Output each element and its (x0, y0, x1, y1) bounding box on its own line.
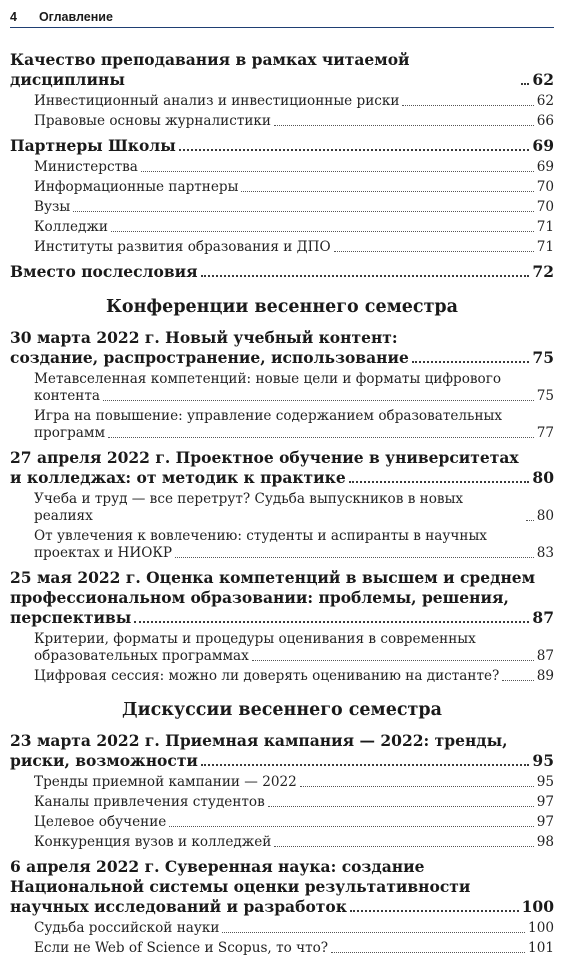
subsection-entry-page: 100 (528, 920, 554, 936)
subsection-entry-title: контента (34, 388, 100, 404)
chapter-entry-title: Вместо послесловия (10, 262, 198, 281)
chapter-entry[interactable] (10, 136, 554, 156)
chapter-entry-page: 72 (532, 262, 554, 281)
chapter-entry-page: 62 (532, 70, 554, 89)
subsection-entry-page: 80 (536, 508, 554, 524)
subsection-entry[interactable] (10, 113, 554, 130)
subsection-entry[interactable] (10, 774, 554, 791)
subsection-entry-title: Информационные партнеры (34, 179, 239, 195)
subsection-entry-title: Если не Web of Science и Scopus, то что? (34, 940, 329, 956)
dot-leader (108, 437, 534, 438)
subsection-entry-page: 71 (536, 219, 554, 235)
event-entry[interactable] (10, 608, 554, 628)
event-entry-page: 100 (521, 897, 554, 916)
dot-leader (201, 275, 530, 277)
event-title-line: Национальной системы оценки результативности (10, 877, 471, 896)
event-title-line: 30 марта 2022 г. Новый учебный контент: (10, 328, 398, 347)
dot-leader (300, 786, 534, 787)
dot-leader (252, 660, 534, 661)
subsection-entry-title: Тренды приемной кампании — 2022 (34, 774, 297, 790)
subsection-entry-page: 70 (536, 179, 554, 195)
subsection-entry-title: программ (34, 425, 106, 441)
dot-leader (201, 764, 529, 766)
subsection-entry[interactable] (10, 545, 554, 562)
running-title: Оглавление (38, 10, 113, 24)
subsection-entry-page: 77 (536, 425, 554, 441)
subsection-entry-page: 97 (536, 794, 554, 810)
event-title-line: 6 апреля 2022 г. Суверенная наука: создание (10, 857, 425, 876)
dot-leader (134, 621, 529, 623)
subsection-entry-page: 89 (536, 668, 554, 684)
section-heading-discussions: Дискуссии весеннего семестра (122, 700, 442, 720)
running-header (10, 6, 554, 28)
event-entry-page: 87 (532, 608, 554, 627)
subsection-entry[interactable] (10, 388, 554, 405)
subsection-title-line: Метавселенная компетенций: новые цели и форматы цифрового (34, 371, 502, 387)
subsection-entry-page: 97 (536, 814, 554, 830)
dot-leader (222, 932, 525, 933)
chapter-entry[interactable] (10, 50, 554, 90)
subsection-entry[interactable] (10, 219, 554, 236)
event-entry-page: 80 (532, 468, 554, 487)
toc-event (10, 568, 554, 685)
dot-leader (175, 557, 534, 558)
toc-chapter (10, 262, 554, 282)
subsection-entry-title: Институты развития образования и ДПО (34, 239, 331, 255)
dot-leader (141, 171, 534, 172)
subsection-entry-title: Правовые основы журналистики (34, 113, 271, 129)
event-entry-page: 75 (532, 348, 554, 367)
subsection-entry-title: проектах и НИОКР (34, 545, 173, 561)
chapter-entry-title: Качество преподавания в рамках читаемой дисциплины (10, 50, 410, 89)
subsection-title-line: Игра на повышение: управление содержанием образовательных (34, 408, 503, 424)
chapter-entry-page: 69 (532, 136, 554, 155)
subsection-entry[interactable] (10, 425, 554, 442)
dot-leader (412, 361, 530, 363)
subsection-entry-title: Каналы привлечения студентов (34, 794, 265, 810)
page-number: 4 (10, 10, 17, 24)
subsection-entry-title: образовательных программах (34, 648, 249, 664)
subsection-entry-page: 83 (536, 545, 554, 561)
event-entry-title: перспективы (10, 608, 132, 627)
dot-leader (274, 125, 534, 126)
subsection-entry[interactable] (10, 834, 554, 851)
dot-leader (526, 520, 534, 521)
subsection-entry[interactable] (10, 93, 554, 110)
toc-event (10, 328, 554, 442)
subsection-entry-page: 101 (528, 940, 554, 956)
event-title-line: профессиональном образовании: проблемы, решения, (10, 588, 509, 607)
subsection-entry-title: Конкуренция вузов и колледжей (34, 834, 272, 850)
chapter-entry[interactable] (10, 262, 554, 282)
dot-leader (274, 846, 533, 847)
event-entry[interactable] (10, 897, 554, 917)
subsection-entry[interactable] (10, 940, 554, 957)
subsection-entry-page: 75 (536, 388, 554, 404)
subsection-entry[interactable] (10, 648, 554, 665)
subsection-entry-title: Вузы (34, 199, 71, 215)
subsection-entry-title: Учеба и труд — все перетрут? Судьба выпускников в новых реалиях (34, 491, 464, 524)
subsection-entry[interactable] (10, 239, 554, 256)
event-entry[interactable] (10, 751, 554, 771)
toc-event (10, 731, 554, 851)
toc-event (10, 857, 554, 957)
subsection-title-line: От увлечения к вовлечению: студенты и аспиранты в научных (34, 528, 487, 544)
event-entry-title: научных исследований и разработок (10, 897, 347, 916)
subsection-entry-page: 69 (536, 159, 554, 175)
subsection-entry[interactable] (10, 920, 554, 937)
dot-leader (331, 952, 525, 953)
dot-leader (111, 231, 534, 232)
toc-chapter (10, 136, 554, 256)
event-entry-title: риски, возможности (10, 751, 198, 770)
event-title-line: 23 марта 2022 г. Приемная кампания — 2022: тренды, (10, 731, 508, 750)
subsection-entry-title: Инвестиционный анализ и инвестиционные риски (34, 93, 400, 109)
dot-leader (521, 83, 529, 85)
subsection-entry[interactable] (10, 491, 554, 525)
event-entry[interactable] (10, 348, 554, 368)
subsection-entry-title: Министерства (34, 159, 138, 175)
subsection-entry[interactable] (10, 668, 554, 685)
table-of-contents (10, 50, 554, 963)
dot-leader (268, 806, 534, 807)
subsection-entry-title: Цифровая сессия: можно ли доверять оцениванию на дистанте? (34, 668, 500, 684)
dot-leader (241, 191, 533, 192)
dot-leader (103, 400, 534, 401)
toc-chapter (10, 50, 554, 130)
section-heading-conferences: Конференции весеннего семестра (106, 297, 458, 317)
dot-leader (402, 105, 533, 106)
event-entry-title: и колледжах: от методик к практике (10, 468, 346, 487)
subsection-entry-page: 87 (536, 648, 554, 664)
dot-leader (334, 251, 534, 252)
toc-event (10, 448, 554, 562)
subsection-entry-page: 71 (536, 239, 554, 255)
subsection-entry-page: 95 (536, 774, 554, 790)
subsection-entry[interactable] (10, 794, 554, 811)
subsection-entry-title: Целевое обучение (34, 814, 167, 830)
subsection-entry-page: 66 (536, 113, 554, 129)
subsection-entry[interactable] (10, 159, 554, 176)
subsection-entry[interactable] (10, 179, 554, 196)
subsection-entry[interactable] (10, 199, 554, 216)
event-entry-title: создание, распространение, использование (10, 348, 409, 367)
event-entry-page: 95 (532, 751, 554, 770)
chapter-entry-title: Партнеры Школы (10, 136, 176, 155)
dot-leader (73, 211, 533, 212)
event-entry[interactable] (10, 468, 554, 488)
dot-leader (350, 910, 519, 912)
dot-leader (169, 826, 533, 827)
subsection-entry-title: Судьба российской науки (34, 920, 220, 936)
subsection-entry-page: 98 (536, 834, 554, 850)
subsection-entry-page: 62 (536, 93, 554, 109)
subsection-entry-title: Колледжи (34, 219, 108, 235)
dot-leader (502, 680, 533, 681)
subsection-entry-page: 70 (536, 199, 554, 215)
event-title-line: 25 мая 2022 г. Оценка компетенций в высшем и среднем (10, 568, 536, 587)
dot-leader (349, 481, 530, 483)
subsection-entry[interactable] (10, 814, 554, 831)
event-title-line: 27 апреля 2022 г. Проектное обучение в университетах (10, 448, 519, 467)
subsection-title-line: Критерии, форматы и процедуры оценивания в современных (34, 631, 476, 647)
dot-leader (179, 149, 530, 151)
